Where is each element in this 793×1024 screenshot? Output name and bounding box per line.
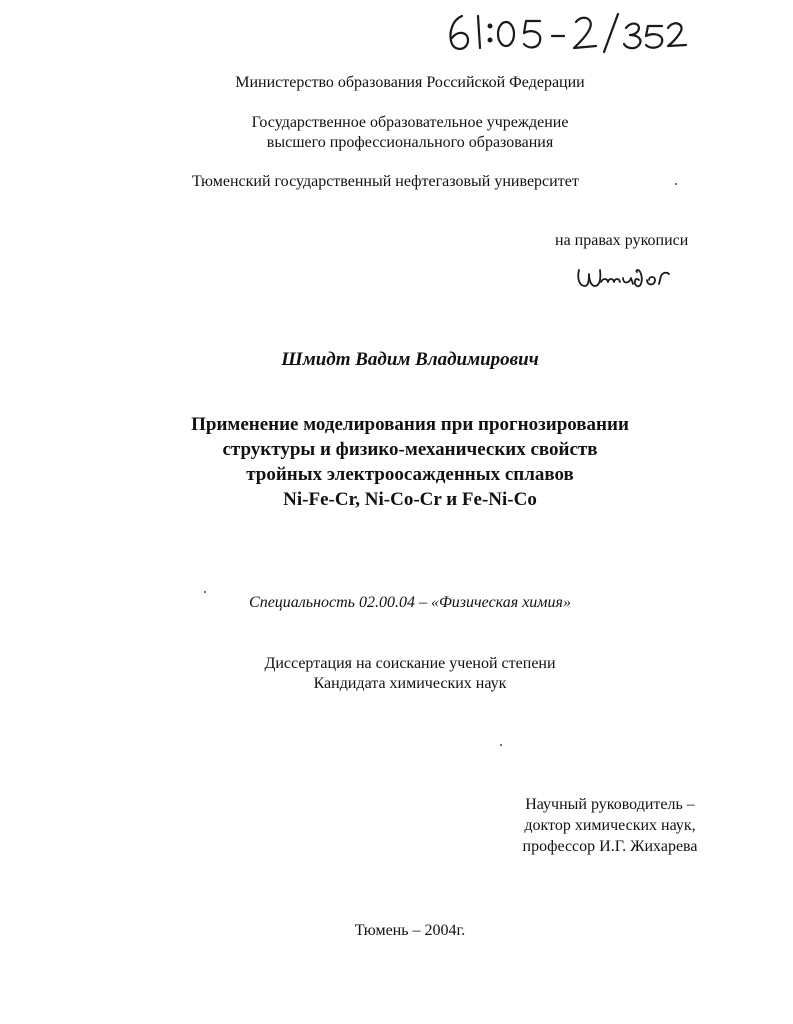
handwritten-archive-code-drawing (440, 6, 690, 56)
institution-line-2: высшего профессионального образования (266, 134, 554, 151)
manuscript-rights: на правах рукописи (555, 232, 689, 249)
handwritten-archive-code (440, 6, 690, 56)
scan-speck (675, 183, 677, 185)
title-line-3: тройных электроосажденных сплавов (246, 464, 574, 485)
author-name: Шмидт Вадим Владимирович (281, 349, 539, 370)
scan-speck (500, 744, 502, 746)
dissertation-line-2: Кандидата химических наук (313, 675, 507, 692)
supervisor-line-1: Научный руководитель – (525, 796, 695, 813)
supervisor-line-2: доктор химических наук, (524, 817, 696, 834)
scan-speck (204, 591, 206, 593)
specialty-line: Специальность 02.00.04 – «Физическая химия» (249, 594, 571, 611)
supervisor-line-3: профессор И.Г. Жихарева (522, 838, 698, 855)
author-signature (575, 262, 670, 294)
institution-line-1: Государственное образовательное учреждение (251, 114, 569, 131)
title-line-1: Применение моделирования при прогнозировании (191, 414, 629, 435)
footer-city-year: Тюмень – 2004г. (354, 922, 466, 939)
dissertation-line-1: Диссертация на соискание ученой степени (264, 655, 556, 672)
ministry-line: Министерство образования Российской Федерации (235, 74, 585, 91)
supervisor-block (500, 794, 720, 857)
author-signature-drawing (575, 262, 670, 294)
title-line-2: структуры и физико-механических свойств (222, 439, 598, 460)
title-line-4: Ni-Fe-Cr, Ni-Co-Cr и Fe-Ni-Co (283, 489, 537, 510)
university-line: Тюменский государственный нефтегазовый университет (192, 173, 579, 190)
